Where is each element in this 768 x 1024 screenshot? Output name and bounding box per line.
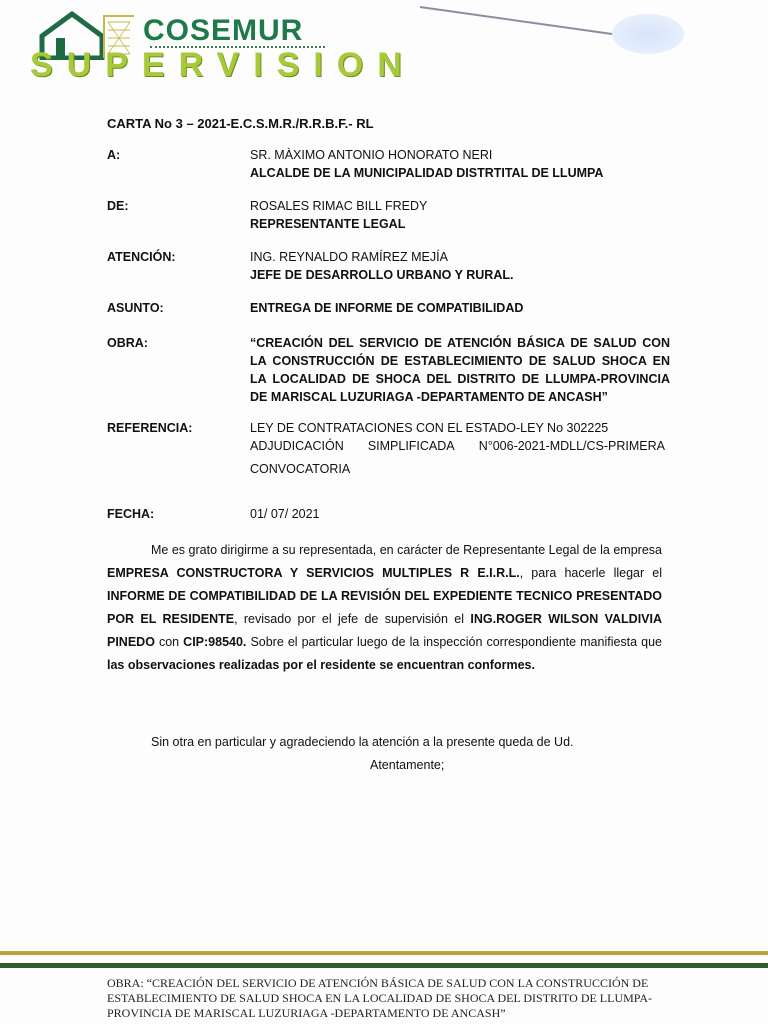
field-referencia-line1: LEY DE CONTRATACIONES CON EL ESTADO-LEY No 302225 xyxy=(250,421,609,435)
field-de-label: DE: xyxy=(107,199,129,213)
field-atencion-title: JEFE DE DESARROLLO URBANO Y RURAL. xyxy=(250,268,514,282)
body-text-2: , para hacerle llegar el xyxy=(519,566,662,580)
body-text-5: Sobre el particular luego de la inspección correspondiente manifiesta que xyxy=(246,635,662,649)
field-referencia-label: REFERENCIA: xyxy=(107,421,193,435)
field-referencia-line2 xyxy=(250,437,665,455)
brand-tagline: SUPERVISION xyxy=(30,46,416,84)
report-title: INFORME DE COMPATIBILIDAD DE LA REVISIÓN DEL EXPEDIENTE TECNICO PRESENTADO POR EL RESIDENTE xyxy=(107,589,662,626)
field-referencia-word3: N°006-2021-MDLL/CS-PRIMERA xyxy=(478,439,665,453)
field-de-name: ROSALES RIMAC BILL FREDY xyxy=(250,199,428,213)
field-obra-label: OBRA: xyxy=(107,336,148,350)
field-referencia-line3: CONVOCATORIA xyxy=(250,462,351,476)
letter-body-paragraph xyxy=(107,539,662,677)
header-decor-line xyxy=(420,6,628,37)
body-text-4: con xyxy=(154,635,184,649)
footer-project-text: OBRA: “CREACIÓN DEL SERVICIO DE ATENCIÓN BÁSICA DE SALUD CON LA CONSTRUCCIÓN DE ESTABLECIMIENTO DE SALUD SHOCA EN LA LOCALIDAD DE SHOCA DEL DISTRITO DE LLUMPA-PROVINCIA DE MARISCAL LUZURIAGA -DEPARTAMENTO DE ANCASH” xyxy=(107,976,653,1020)
field-obra-value: “CREACIÓN DEL SERVICIO DE ATENCIÓN BÁSICA DE SALUD CON LA CONSTRUCCIÓN DE ESTABLECIMIENTO DE SALUD SHOCA EN LA LOCALIDAD DE SHOCA DEL DISTRITO DE LLUMPA-PROVINCIA DE MARISCAL LUZURIAGA -DEPARTAMENTO DE ANCASH” xyxy=(250,336,670,404)
engineer-name: ING.ROGER WILSON VALDIVIA PINEDO xyxy=(107,612,663,649)
brand-name: COSEMUR xyxy=(143,14,304,47)
field-asunto-label: ASUNTO: xyxy=(107,301,164,315)
field-a-label: A: xyxy=(107,148,121,162)
letter-reference-title: CARTA No 3 – 2021-E.C.S.M.R./R.R.B.F.- RL xyxy=(107,116,374,131)
field-referencia-word1: ADJUDICACIÓN xyxy=(250,439,344,453)
letterhead xyxy=(0,0,768,95)
field-fecha-value: 01/ 07/ 2021 xyxy=(250,507,320,521)
body-text-3: , revisado por el jefe de supervisión el xyxy=(234,612,471,626)
body-text-1: Me es grato dirigirme a su representada, en carácter de Representante Legal de la empresa xyxy=(151,543,662,557)
engineer-cip: CIP:98540. xyxy=(183,635,247,649)
field-atencion-label: ATENCIÓN: xyxy=(107,250,176,264)
field-a-name: SR. MÀXIMO ANTONIO HONORATO NERI xyxy=(250,148,493,162)
company-name: EMPRESA CONSTRUCTORA Y SERVICIOS MULTIPLES R E.I.R.L. xyxy=(107,566,520,580)
sign-off: Atentamente; xyxy=(370,758,445,772)
footer-rule-gold xyxy=(0,951,768,955)
field-referencia-word2: SIMPLIFICADA xyxy=(367,439,455,453)
field-a-title: ALCALDE DE LA MUNICIPALIDAD DISTRTITAL DE LLUMPA xyxy=(250,166,604,180)
field-asunto-value: ENTREGA DE INFORME DE COMPATIBILIDAD xyxy=(250,301,524,315)
field-de-title: REPRESENTANTE LEGAL xyxy=(250,217,406,231)
closing-line: Sin otra en particular y agradeciendo la atención a la presente queda de Ud. xyxy=(151,735,574,749)
field-fecha-label: FECHA: xyxy=(107,507,155,521)
header-decor-shape xyxy=(612,14,684,54)
conclusion-text: las observaciones realizadas por el residente se encuentran conformes. xyxy=(107,658,535,672)
footer-rule-green xyxy=(0,963,768,968)
field-atencion-name: ING. REYNALDO RAMÍREZ MEJÍA xyxy=(250,250,448,264)
